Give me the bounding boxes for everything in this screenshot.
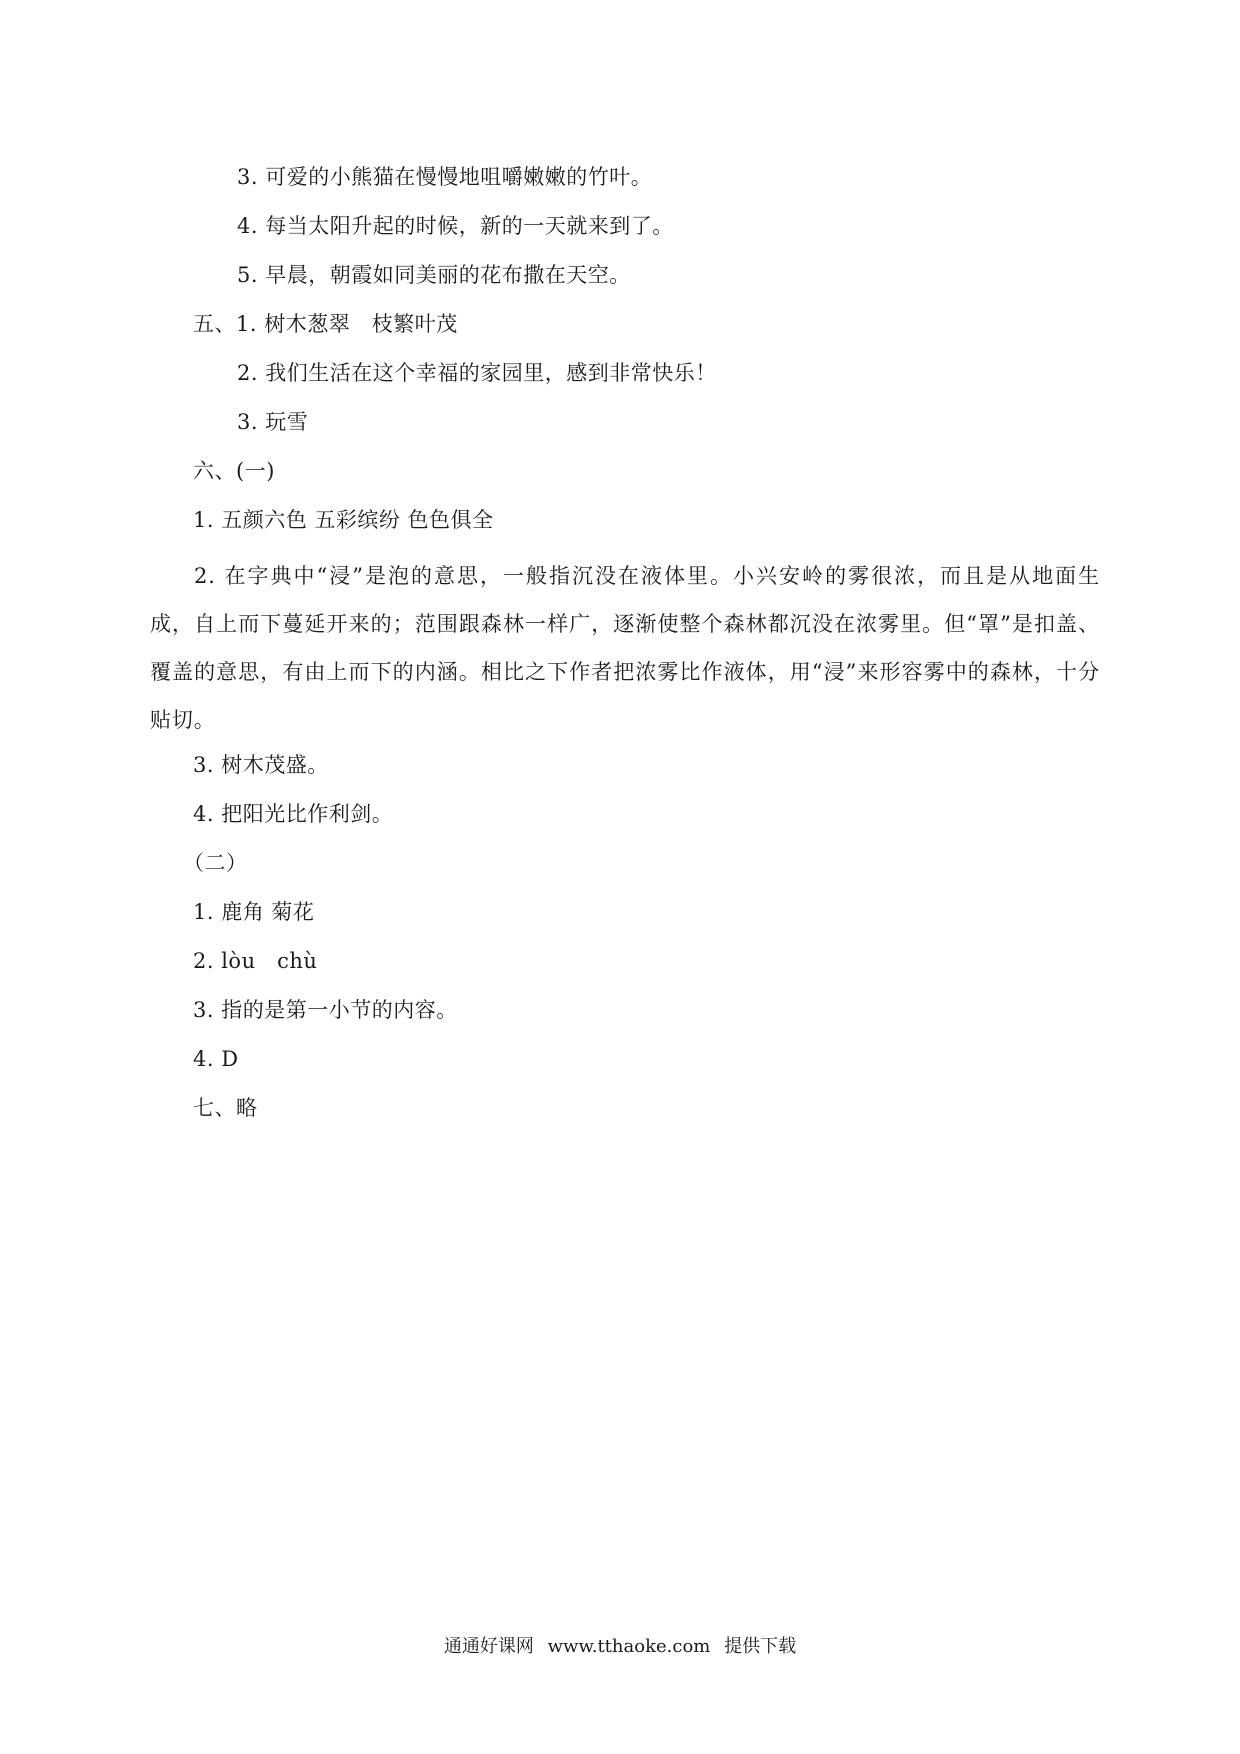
footer-site-name: 通通好课网 (443, 1636, 534, 1657)
answer-line: 2. lòu chù (193, 949, 318, 973)
answer-line: 3. 可爱的小熊猫在慢慢地咀嚼嫩嫩的竹叶。 (237, 165, 653, 189)
answer-line: 1. 五颜六色 五彩缤纷 色色俱全 (193, 508, 494, 532)
section-heading: 五、1. 树木葱翠 枝繁叶茂 (193, 312, 458, 336)
answer-line: 1. 鹿角 菊花 (193, 900, 315, 924)
section-heading: 六、(一) (193, 459, 275, 483)
answer-line: 3. 玩雪 (237, 410, 309, 434)
answer-line: 3. 指的是第一小节的内容。 (193, 998, 458, 1022)
answer-line: 5. 早晨，朝霞如同美丽的花布撒在天空。 (237, 263, 631, 287)
answer-paragraph: 2. 在字典中“浸”是泡的意思，一般指沉没在液体里。小兴安岭的雾很浓，而且是从地面生成，自上而下蔓延开来的；范围跟森林一样广，逐渐使整个森林都沉没在浓雾里。但“罩”是扣盖、覆盖的意思，有由上而下的内涵。相比之下作者把浓雾比作液体，用“浸”来形容雾中的森林，十分贴切。 (150, 564, 1100, 732)
section-heading: 七、略 (193, 1096, 258, 1120)
answer-line: 4. D (193, 1047, 239, 1071)
answer-line: 4. 把阳光比作利剑。 (193, 802, 394, 826)
page-footer (0, 1634, 1240, 1660)
section-heading: （二） (183, 851, 248, 875)
footer-suffix: 提供下载 (724, 1636, 797, 1657)
answer-line: 3. 树木茂盛。 (193, 753, 329, 777)
footer-url: www.tthaoke.com (547, 1636, 711, 1657)
answer-line: 2. 我们生活在这个幸福的家园里，感到非常快乐！ (237, 361, 717, 385)
answer-line: 4. 每当太阳升起的时候，新的一天就来到了。 (237, 214, 674, 238)
